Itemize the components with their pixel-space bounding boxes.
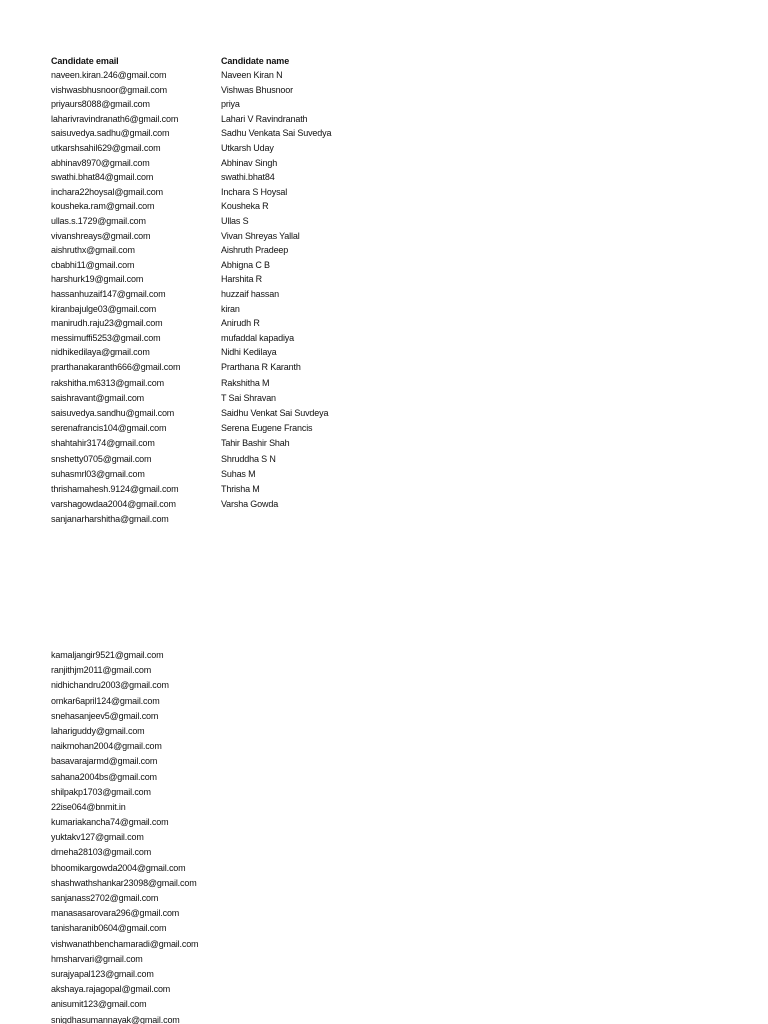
candidate-email-cell: nidhikedilaya@gmail.com — [51, 347, 150, 358]
candidate-email-cell: cbabhi11@gmail.com — [51, 259, 135, 270]
candidate-name-cell: Aishruth Pradeep — [221, 245, 289, 256]
email-cell: shashwathshankar23098@gmail.com — [51, 877, 197, 888]
candidate-email-cell: utkarshsahil629@gmail.com — [51, 142, 161, 153]
candidate-name-cell: Varsha Gowda — [221, 499, 279, 510]
candidate-email-cell: rakshitha.m6313@gmail.com — [51, 377, 164, 388]
candidate-email-cell: saisuvedya.sandhu@gmail.com — [51, 408, 175, 419]
email-cell: vishwanathbenchamaradi@gmail.com — [51, 938, 199, 949]
email-cell: nidhichandru2003@gmail.com — [51, 680, 169, 691]
candidate-email-column — [51, 54, 180, 528]
candidate-email-cell: kousheka.ram@gmail.com — [51, 201, 155, 212]
candidate-name-cell: priya — [221, 99, 240, 110]
candidate-email-cell: ullas.s.1729@gmail.com — [51, 215, 146, 226]
candidate-email-header: Candidate email — [51, 56, 119, 66]
email-cell: bhoomikargowda2004@gmail.com — [51, 862, 186, 873]
candidate-name-cell: Tahir Bashir Shah — [221, 438, 290, 449]
email-cell: hmsharvari@gmail.com — [51, 953, 143, 964]
candidate-name-cell: Rakshitha M — [221, 377, 270, 388]
candidate-name-cell: Sadhu Venkata Sai Suvedya — [221, 128, 332, 139]
candidate-email-cell: aishruthx@gmail.com — [51, 245, 135, 256]
candidate-name-cell: Kousheka R — [221, 201, 269, 212]
candidate-name-cell: Serena Eugene Francis — [221, 423, 313, 434]
candidate-email-cell: naveen.kiran.246@gmail.com — [51, 70, 167, 80]
candidate-email-cell: abhinav8970@gmail.com — [51, 157, 150, 168]
candidate-name-cell: Shruddha S N — [221, 453, 276, 464]
email-cell: snigdhasumannayak@gmail.com — [51, 1014, 180, 1024]
email-cell: manasasarovara296@gmail.com — [51, 908, 180, 919]
candidate-email-cell: saishravant@gmail.com — [51, 392, 145, 403]
candidate-name-cell: Lahari V Ravindranath — [221, 113, 308, 124]
candidate-email-cell: kiranbajulge03@gmail.com — [51, 303, 157, 314]
email-cell: surajyapal123@gmail.com — [51, 968, 154, 979]
email-cell: naikmohan2004@gmail.com — [51, 741, 162, 752]
email-cell: anisumit123@gmail.com — [51, 999, 147, 1010]
candidate-name-cell: Suhas M — [221, 468, 256, 479]
candidate-email-cell: hassanhuzaif147@gmail.com — [51, 288, 166, 299]
candidate-email-cell: varshagowdaa2004@gmail.com — [51, 499, 176, 510]
candidate-name-cell: Utkarsh Uday — [221, 142, 274, 153]
candidate-email-cell: snshetty0705@gmail.com — [51, 453, 152, 464]
candidate-name-cell: Prarthana R Karanth — [221, 362, 301, 373]
candidate-email-cell: manirudh.raju23@gmail.com — [51, 318, 163, 329]
candidate-name-cell: Vishwas Bhusnoor — [221, 84, 293, 95]
candidate-name-cell: Naveen Kiran N — [221, 70, 283, 80]
email-cell: kumariakancha74@gmail.com — [51, 817, 169, 828]
email-cell: drneha28103@gmail.com — [51, 847, 152, 858]
candidate-name-cell: Abhinav Singh — [221, 157, 278, 168]
candidate-name-header: Candidate name — [221, 56, 290, 66]
candidate-name-cell: Nidhi Kedilaya — [221, 347, 277, 358]
candidate-name-cell: swathi.bhat84 — [221, 172, 275, 183]
candidate-name-cell: Vivan Shreyas Yallal — [221, 230, 300, 241]
candidate-email-cell: swathi.bhat84@gmail.com — [51, 172, 154, 183]
candidate-name-cell: kiran — [221, 303, 240, 314]
candidate-email-cell: harshurk19@gmail.com — [51, 274, 144, 285]
candidate-name-cell: Harshita R — [221, 274, 263, 285]
candidate-email-cell: messimuffi5253@gmail.com — [51, 332, 161, 343]
candidate-email-cell: sanjanarharshitha@gmail.com — [51, 514, 169, 525]
candidate-email-cell: serenafrancis104@gmail.com — [51, 423, 167, 434]
email-cell: akshaya.rajagopal@gmail.com — [51, 984, 171, 995]
second-email-column — [51, 648, 198, 1024]
candidate-email-cell: priyaurs8088@gmail.com — [51, 99, 150, 110]
candidate-email-cell: shahtahir3174@gmail.com — [51, 438, 155, 449]
candidate-name-column — [221, 54, 331, 512]
candidate-email-cell: suhasmrl03@gmail.com — [51, 468, 145, 479]
email-cell: kamaljangir9521@gmail.com — [51, 650, 164, 660]
email-cell: basavarajarmd@gmail.com — [51, 756, 158, 767]
email-cell: sanjanass2702@gmail.com — [51, 893, 159, 903]
email-cell: sahana2004bs@gmail.com — [51, 771, 157, 782]
candidate-name-cell: Inchara S Hoysal — [221, 186, 288, 197]
email-cell: ranjithjm2011@gmail.com — [51, 665, 152, 676]
candidate-name-cell: Thrisha M — [221, 483, 260, 494]
email-cell: omkar6april124@gmail.com — [51, 695, 160, 706]
candidate-name-cell: Ullas S — [221, 215, 249, 226]
candidate-email-cell: saisuvedya.sadhu@gmail.com — [51, 128, 170, 139]
candidate-name-cell: Abhigna C B — [221, 259, 270, 270]
candidate-email-cell: vishwasbhusnoor@gmail.com — [51, 84, 167, 95]
candidate-name-cell: huzzaif hassan — [221, 288, 279, 299]
candidate-name-cell: T Sai Shravan — [221, 392, 276, 403]
email-cell: lahariguddy@gmail.com — [51, 725, 145, 736]
email-cell: tanisharanib0604@gmail.com — [51, 923, 167, 934]
candidate-name-cell: Saidhu Venkat Sai Suvdeya — [221, 408, 329, 419]
candidate-email-cell: inchara22hoysal@gmail.com — [51, 186, 163, 197]
candidate-name-cell: Anirudh R — [221, 318, 260, 329]
candidate-email-cell: thrishamahesh.9124@gmail.com — [51, 483, 179, 494]
candidate-email-cell: vivanshreays@gmail.com — [51, 230, 151, 241]
candidate-email-cell: prarthanakaranth666@gmail.com — [51, 362, 181, 373]
email-cell: shilpakp1703@gmail.com — [51, 786, 151, 797]
candidate-name-cell: mufaddal kapadiya — [221, 332, 295, 343]
candidate-email-cell: laharivravindranath6@gmail.com — [51, 113, 179, 124]
email-cell: snehasanjeev5@gmail.com — [51, 710, 159, 721]
email-cell: 22ise064@bnmit.in — [51, 801, 126, 812]
email-cell: yuktakv127@gmail.com — [51, 832, 144, 843]
